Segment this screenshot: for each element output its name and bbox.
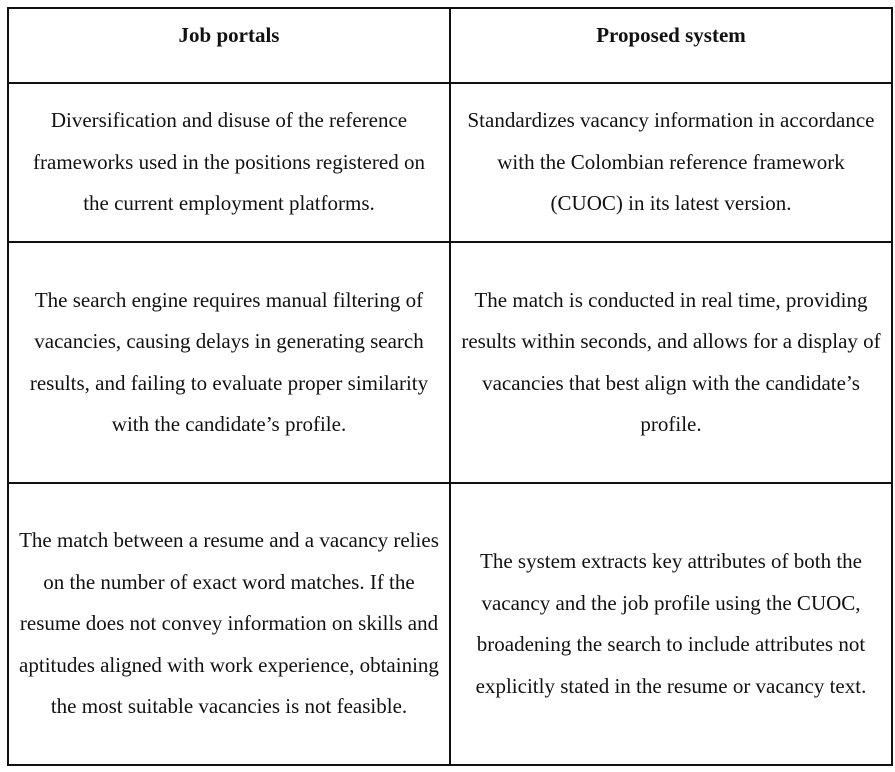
cell-proposed-system: Standardizes vacancy information in accordance with the Colombian reference framework (CUOC) in its latest version.	[450, 83, 892, 242]
cell-job-portals: The match between a resume and a vacancy relies on the number of exact word matches. If the resume does not convey information on skills and aptitudes aligned with work experience, obtaining the most suitable vacancies is not feasible.	[8, 483, 450, 765]
header-job-portals: Job portals	[8, 8, 450, 83]
table-header-row	[8, 8, 892, 83]
table-row	[8, 242, 892, 483]
cell-proposed-system: The match is conducted in real time, providing results within seconds, and allows for a display of vacancies that best align with the candidate’s profile.	[450, 242, 892, 483]
cell-job-portals: The search engine requires manual filtering of vacancies, causing delays in generating search results, and failing to evaluate proper similarity with the candidate’s profile.	[8, 242, 450, 483]
header-proposed-system: Proposed system	[450, 8, 892, 83]
cell-job-portals: Diversification and disuse of the reference frameworks used in the positions registered on the current employment platforms.	[8, 83, 450, 242]
table-row	[8, 83, 892, 242]
table-row	[8, 483, 892, 765]
comparison-table	[7, 7, 893, 766]
cell-proposed-system: The system extracts key attributes of both the vacancy and the job profile using the CUOC, broadening the search to include attributes not explicitly stated in the resume or vacancy text.	[450, 483, 892, 765]
